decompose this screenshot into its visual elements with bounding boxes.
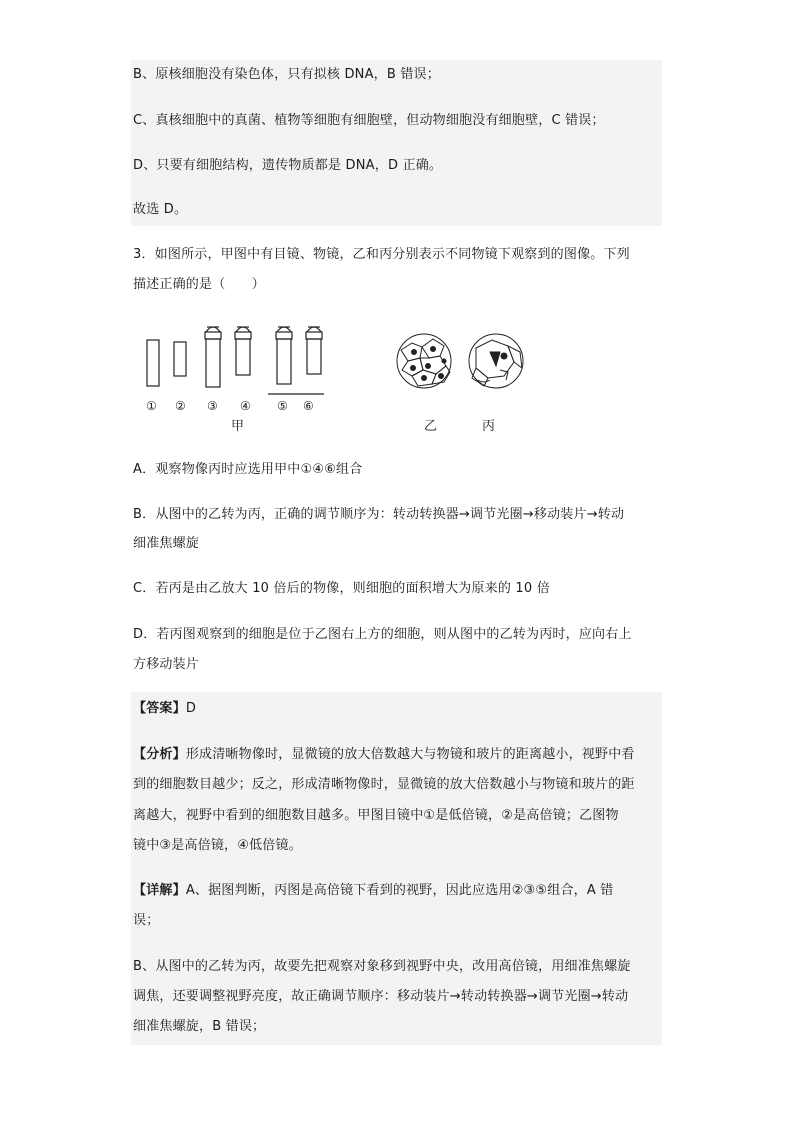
top-line-c: C、真核细胞中的真菌、植物等细胞有细胞壁，但动物细胞没有细胞壁，C 错误； xyxy=(133,113,605,128)
detail-text1: A、据图判断，丙图是高倍镜下看到的视野，因此应选用②③⑤组合，A 错 xyxy=(185,883,614,898)
answer-tag: 【答案】 xyxy=(133,701,186,716)
detail-line2: 误； xyxy=(133,913,160,928)
lens-5-objective xyxy=(276,327,292,384)
top-line-d: D、只要有细胞结构，遗传物质都是 DNA，D 正确。 xyxy=(133,158,443,173)
lens-2-eyepiece-short xyxy=(174,342,186,376)
analysis-text1: 形成清晰物像时，显微镜的放大倍数越大与物镜和玻片的距离越小，视野中看 xyxy=(185,747,635,762)
label-5: ⑤ xyxy=(277,399,288,413)
top-line-conclusion: 故选 D。 xyxy=(133,202,188,217)
option-b-line2: 细准焦螺旋 xyxy=(133,536,200,551)
microscope-figure xyxy=(0,0,794,450)
detail-b-line2: 调焦，还要调整视野亮度，故正确调节顺序：移动装片→转动转换器→调节光圈→转动 xyxy=(133,989,629,1004)
analysis-line3: 离越大，视野中看到的细胞数目越多。甲图目镜中①是低倍镜，②是高倍镜；乙图物 xyxy=(133,808,619,823)
lens-4-objective-short xyxy=(235,327,251,375)
option-a: A．观察物像丙时应选用甲中①④⑥组合 xyxy=(133,462,363,477)
label-4: ④ xyxy=(240,399,251,413)
analysis-line4: 镜中③是高倍镜，④低倍镜。 xyxy=(133,838,302,853)
detail-tag: 【详解】 xyxy=(133,883,186,898)
analysis-tag: 【分析】 xyxy=(133,747,186,762)
label-6: ⑥ xyxy=(303,399,314,413)
detail-b-line1: B、从图中的乙转为丙，故要先把观察对象移到视野中央，改用高倍镜，用细准焦螺旋 xyxy=(133,959,631,974)
top-line-b: B、原核细胞没有染色体，只有拟核 DNA，B 错误； xyxy=(133,67,440,82)
lens-3-objective-long xyxy=(205,327,221,387)
answer-value: D xyxy=(185,701,197,716)
answer-line xyxy=(133,700,196,718)
question-stem-line1: 3．如图所示，甲图中有目镜、物镜，乙和丙分别表示不同物镜下观察到的图像。下列 xyxy=(133,247,630,262)
option-d-line2: 方移动装片 xyxy=(133,657,200,672)
analysis-line2: 到的细胞数目越少；反之，形成清晰物像时，显微镜的放大倍数越小与物镜和玻片的距 xyxy=(133,777,635,792)
option-c: C．若丙是由乙放大 10 倍后的物像，则细胞的面积增大为原来的 10 倍 xyxy=(133,581,550,596)
question-stem-line2: 描述正确的是（ ） xyxy=(133,277,266,292)
detail-b-line3: 细准焦螺旋，B 错误； xyxy=(133,1019,266,1034)
field-yi xyxy=(397,334,451,388)
label-2: ② xyxy=(175,399,186,413)
label-bing: 丙 xyxy=(482,419,496,434)
option-b-line1: B．从图中的乙转为丙，正确的调节顺序为：转动转换器→调节光圈→移动装片→转动 xyxy=(133,507,625,522)
label-1: ① xyxy=(146,399,157,413)
label-yi: 乙 xyxy=(424,419,438,434)
detail-line1 xyxy=(133,882,614,900)
lens-6-objective xyxy=(306,327,322,374)
lens-1-eyepiece-long xyxy=(147,340,159,386)
label-jia: 甲 xyxy=(231,419,245,434)
label-3: ③ xyxy=(207,399,218,413)
field-bing xyxy=(469,334,523,388)
option-d-line1: D．若丙图观察到的细胞是位于乙图右上方的细胞，则从图中的乙转为丙时，应向右上 xyxy=(133,627,632,642)
analysis-line1 xyxy=(133,746,635,764)
